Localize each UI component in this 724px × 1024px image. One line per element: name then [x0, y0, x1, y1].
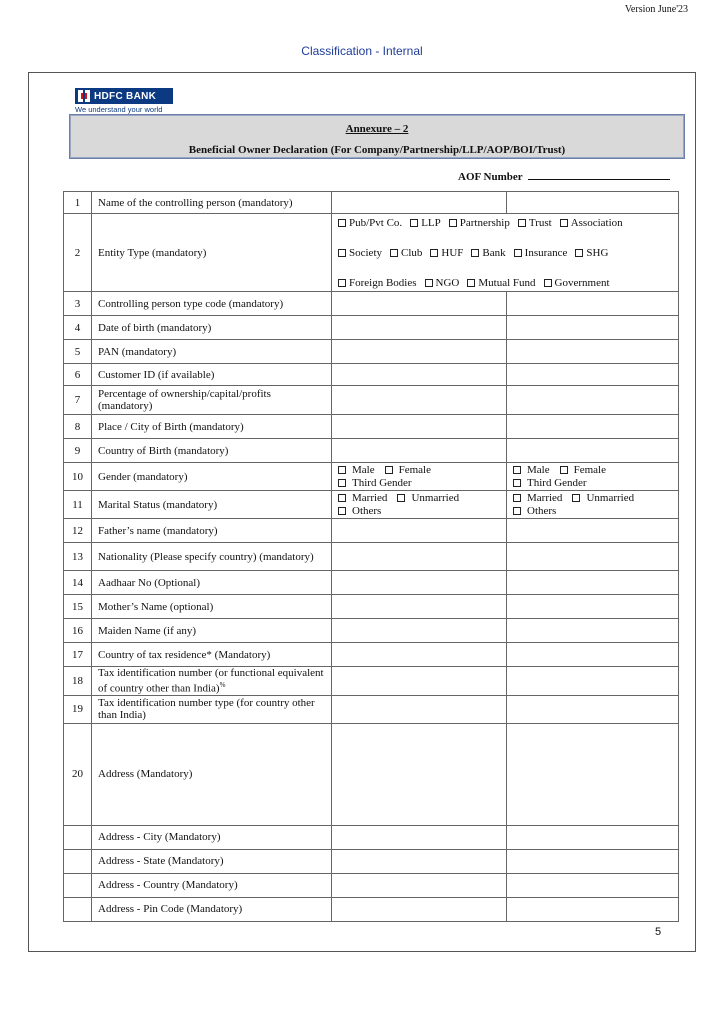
- gender-option[interactable]: Male: [513, 464, 550, 476]
- value-cell-a[interactable]: [332, 695, 507, 723]
- row-label: Tax identification number (or functional equivalent of country other than India)%: [92, 667, 332, 696]
- row-number: 9: [64, 439, 92, 463]
- gender-option[interactable]: Third Gender: [338, 477, 412, 489]
- table-row: [64, 595, 679, 619]
- value-cell-a[interactable]: [332, 825, 507, 849]
- value-cell-a[interactable]: [332, 364, 507, 386]
- row-number: 1: [64, 192, 92, 214]
- row-label: Address - Pin Code (Mandatory): [92, 897, 332, 921]
- annexure-subtitle: Beneficial Owner Declaration (For Company/Partnership/LLP/AOP/BOI/Trust): [188, 144, 566, 156]
- row-label: Country of Birth (mandatory): [92, 439, 332, 463]
- checkbox-icon: [449, 219, 457, 227]
- value-cell-a[interactable]: [332, 519, 507, 543]
- row-number: 7: [64, 386, 92, 415]
- entity-option[interactable]: Club: [390, 247, 422, 259]
- row-number: 16: [64, 619, 92, 643]
- checkbox-icon: [560, 219, 568, 227]
- logo-brand: HDFC BANK: [94, 90, 157, 102]
- value-cell-a[interactable]: [332, 543, 507, 571]
- checkbox-icon: [385, 466, 393, 474]
- checkbox-icon: [467, 279, 475, 287]
- value-cell-b[interactable]: [507, 292, 679, 316]
- row-number: 2: [64, 214, 92, 292]
- table-row: [64, 571, 679, 595]
- row-number: 20: [64, 723, 92, 825]
- gender-cell-b: [507, 463, 679, 491]
- value-cell-a[interactable]: [332, 292, 507, 316]
- hdfc-logo: [75, 88, 173, 114]
- value-cell-a[interactable]: [332, 415, 507, 439]
- row-label: Tax identification number type (for country other than India): [92, 695, 332, 723]
- marital-option[interactable]: Married: [338, 492, 387, 504]
- checkbox-icon: [338, 507, 346, 515]
- value-cell-b[interactable]: [507, 439, 679, 463]
- checkbox-icon: [410, 219, 418, 227]
- table-row: [64, 214, 679, 292]
- page-number: 5: [655, 926, 662, 938]
- checkbox-icon: [338, 279, 346, 287]
- value-cell-a[interactable]: [332, 619, 507, 643]
- checkbox-icon: [513, 507, 521, 515]
- entity-option[interactable]: LLP: [410, 217, 441, 229]
- checkbox-icon: [544, 279, 552, 287]
- value-cell-a[interactable]: [332, 897, 507, 921]
- value-cell-b[interactable]: [507, 386, 679, 415]
- value-cell-a[interactable]: [332, 571, 507, 595]
- value-cell-b[interactable]: [507, 340, 679, 364]
- entity-option[interactable]: Bank: [471, 247, 505, 259]
- checkbox-icon: [471, 249, 479, 257]
- row-label: Nationality (Please specify country) (mandatory): [92, 543, 332, 571]
- table-row: [64, 543, 679, 571]
- row-number: [64, 873, 92, 897]
- value-cell-a[interactable]: [332, 192, 507, 214]
- entity-option[interactable]: HUF: [430, 247, 463, 259]
- row-number: 13: [64, 543, 92, 571]
- table-row: [64, 192, 679, 214]
- row-number: 19: [64, 695, 92, 723]
- value-cell-a[interactable]: [332, 643, 507, 667]
- table-row: [64, 695, 679, 723]
- row-label: Aadhaar No (Optional): [92, 571, 332, 595]
- row-label: Address - Country (Mandatory): [92, 873, 332, 897]
- row-number: [64, 849, 92, 873]
- value-cell-b[interactable]: [507, 825, 679, 849]
- marital-option[interactable]: Unmarried: [397, 492, 459, 504]
- checkbox-icon: [397, 494, 405, 502]
- row-label: Entity Type (mandatory): [92, 214, 332, 292]
- gender-option[interactable]: Female: [385, 464, 431, 476]
- entity-type-cell: [332, 214, 679, 292]
- entity-option[interactable]: Mutual Fund: [467, 277, 535, 289]
- aof-number-field[interactable]: [528, 169, 670, 180]
- entity-line-1: [338, 217, 672, 229]
- row-label: Father’s name (mandatory): [92, 519, 332, 543]
- row-label: Gender (mandatory): [92, 463, 332, 491]
- table-row: [64, 364, 679, 386]
- version-label: Version June'23: [624, 4, 688, 15]
- value-cell-b[interactable]: [507, 723, 679, 825]
- entity-option[interactable]: Pub/Pvt Co.: [338, 217, 402, 229]
- table-row: [64, 643, 679, 667]
- checkbox-icon: [513, 466, 521, 474]
- row-number: 17: [64, 643, 92, 667]
- entity-option[interactable]: Society: [338, 247, 382, 259]
- value-cell-a[interactable]: [332, 723, 507, 825]
- table-row: [64, 316, 679, 340]
- entity-line-2: [338, 247, 672, 259]
- entity-option[interactable]: NGO: [425, 277, 460, 289]
- row-number: 5: [64, 340, 92, 364]
- table-row: [64, 849, 679, 873]
- gender-option[interactable]: Female: [560, 464, 606, 476]
- entity-option[interactable]: Trust: [518, 217, 552, 229]
- row-number: 6: [64, 364, 92, 386]
- value-cell-b[interactable]: [507, 849, 679, 873]
- value-cell-a[interactable]: [332, 873, 507, 897]
- row-label: Place / City of Birth (mandatory): [92, 415, 332, 439]
- row-label: Marital Status (mandatory): [92, 491, 332, 519]
- row-label: Maiden Name (if any): [92, 619, 332, 643]
- hdfc-mark-icon: [78, 90, 90, 102]
- value-cell-a[interactable]: [332, 849, 507, 873]
- value-cell-b[interactable]: [507, 415, 679, 439]
- row-number: 11: [64, 491, 92, 519]
- value-cell-b[interactable]: [507, 364, 679, 386]
- row-label: Address - State (Mandatory): [92, 849, 332, 873]
- logo-tagline: We understand your world: [75, 105, 163, 114]
- table-row: [64, 619, 679, 643]
- table-row: [64, 873, 679, 897]
- marital-option[interactable]: Others: [513, 505, 556, 517]
- checkbox-icon: [390, 249, 398, 257]
- checkbox-icon: [518, 219, 526, 227]
- row-label: Controlling person type code (mandatory): [92, 292, 332, 316]
- table-row: [64, 519, 679, 543]
- row-number: 3: [64, 292, 92, 316]
- value-cell-b[interactable]: [507, 316, 679, 340]
- value-cell-b[interactable]: [507, 571, 679, 595]
- entity-line-3: [338, 277, 672, 289]
- checkbox-icon: [575, 249, 583, 257]
- checkbox-icon: [338, 249, 346, 257]
- row-label: Date of birth (mandatory): [92, 316, 332, 340]
- value-cell-a[interactable]: [332, 595, 507, 619]
- checkbox-icon: [560, 466, 568, 474]
- table-row: [64, 825, 679, 849]
- row-number: 10: [64, 463, 92, 491]
- row-number: 8: [64, 415, 92, 439]
- value-cell-a[interactable]: [332, 667, 507, 696]
- table-row: [64, 667, 679, 696]
- checkbox-icon: [572, 494, 580, 502]
- row-label: PAN (mandatory): [92, 340, 332, 364]
- entity-option[interactable]: Association: [560, 217, 623, 229]
- value-cell-b[interactable]: [507, 543, 679, 571]
- row-number: 14: [64, 571, 92, 595]
- row-label: Country of tax residence* (Mandatory): [92, 643, 332, 667]
- checkbox-icon: [338, 219, 346, 227]
- marital-option[interactable]: Married: [513, 492, 562, 504]
- table-row: [64, 439, 679, 463]
- row-number: 18: [64, 667, 92, 696]
- table-row: [64, 340, 679, 364]
- table-row: [64, 463, 679, 491]
- gender-cell-a: [332, 463, 507, 491]
- entity-option[interactable]: Government: [544, 277, 610, 289]
- entity-option[interactable]: SHG: [575, 247, 608, 259]
- value-cell-b[interactable]: [507, 643, 679, 667]
- value-cell-b[interactable]: [507, 192, 679, 214]
- value-cell-b[interactable]: [507, 519, 679, 543]
- row-label: Name of the controlling person (mandatory): [92, 192, 332, 214]
- value-cell-b[interactable]: [507, 667, 679, 696]
- table-row: [64, 386, 679, 415]
- checkbox-icon: [514, 249, 522, 257]
- table-row: [64, 723, 679, 825]
- value-cell-a[interactable]: [332, 340, 507, 364]
- gender-option[interactable]: Third Gender: [513, 477, 587, 489]
- value-cell-b[interactable]: [507, 897, 679, 921]
- gender-option[interactable]: Male: [338, 464, 375, 476]
- checkbox-icon: [425, 279, 433, 287]
- annexure-header: [69, 114, 685, 159]
- value-cell-b[interactable]: [507, 695, 679, 723]
- entity-option[interactable]: Partnership: [449, 217, 510, 229]
- marital-cell-b: [507, 491, 679, 519]
- row-number: 12: [64, 519, 92, 543]
- marital-option[interactable]: Unmarried: [572, 492, 634, 504]
- beneficial-owner-table: [63, 191, 679, 922]
- row-number: [64, 825, 92, 849]
- marital-option[interactable]: Others: [338, 505, 381, 517]
- row-label: Mother’s Name (optional): [92, 595, 332, 619]
- value-cell-a[interactable]: [332, 386, 507, 415]
- checkbox-icon: [430, 249, 438, 257]
- entity-option[interactable]: Foreign Bodies: [338, 277, 417, 289]
- checkbox-icon: [338, 466, 346, 474]
- table-row: [64, 897, 679, 921]
- row-number: 15: [64, 595, 92, 619]
- row-label: Percentage of ownership/capital/profits (mandatory): [92, 386, 332, 415]
- table-row: [64, 491, 679, 519]
- value-cell-b[interactable]: [507, 619, 679, 643]
- value-cell-b[interactable]: [507, 873, 679, 897]
- annexure-title: Annexure – 2: [345, 123, 409, 135]
- value-cell-b[interactable]: [507, 595, 679, 619]
- table-row: [64, 292, 679, 316]
- aof-label: AOF Number: [458, 171, 523, 183]
- value-cell-a[interactable]: [332, 439, 507, 463]
- row-label: Address - City (Mandatory): [92, 825, 332, 849]
- checkbox-icon: [513, 479, 521, 487]
- row-label: Address (Mandatory): [92, 723, 332, 825]
- row-number: 4: [64, 316, 92, 340]
- marital-cell-a: [332, 491, 507, 519]
- row-label: Customer ID (if available): [92, 364, 332, 386]
- classification-label: Classification - Internal: [301, 44, 423, 58]
- table-row: [64, 415, 679, 439]
- aof-number: [458, 169, 670, 183]
- value-cell-a[interactable]: [332, 316, 507, 340]
- checkbox-icon: [513, 494, 521, 502]
- checkbox-icon: [338, 479, 346, 487]
- row-number: [64, 897, 92, 921]
- entity-option[interactable]: Insurance: [514, 247, 568, 259]
- checkbox-icon: [338, 494, 346, 502]
